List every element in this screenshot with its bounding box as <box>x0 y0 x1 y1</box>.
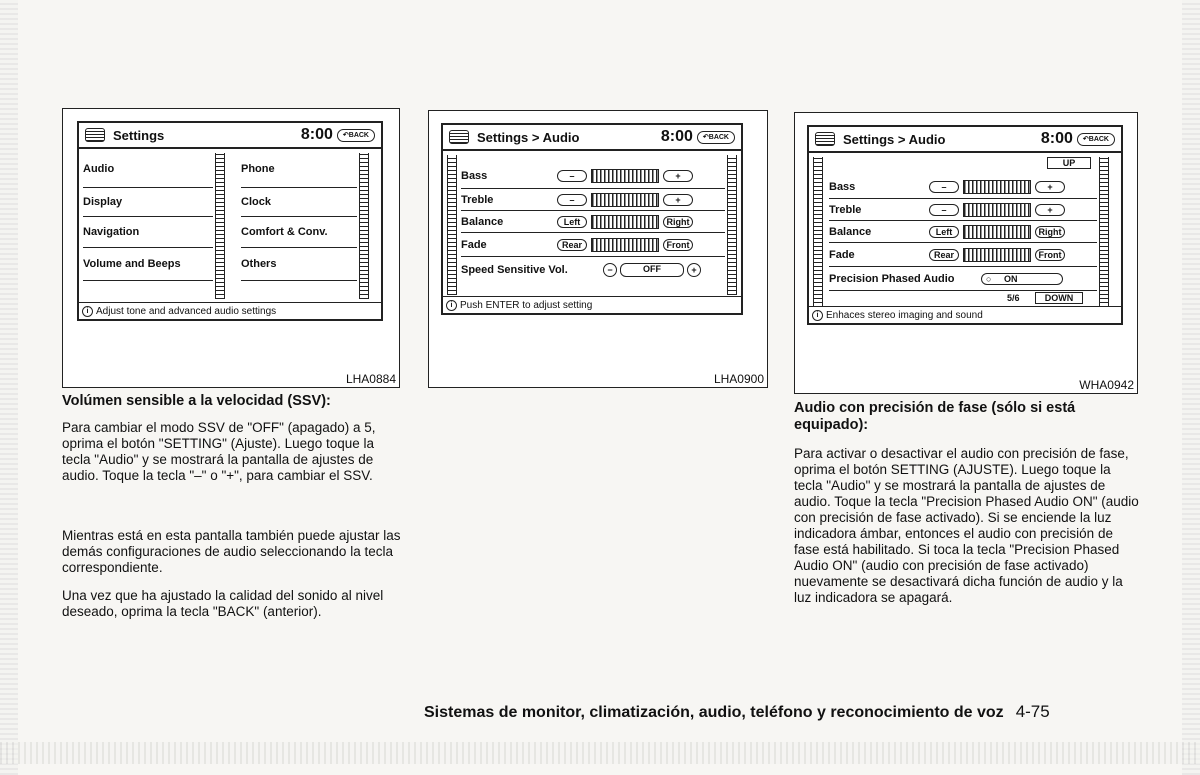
ssv-plus-button[interactable]: + <box>687 263 701 277</box>
back-label: BACK <box>1088 135 1109 143</box>
menu-item-navigation[interactable] <box>83 217 213 248</box>
ssv-paragraph-2: Mientras está en esta pantalla también puede ajustar las demás configuraciones de audio seleccionando la tecla correspondiente. <box>62 528 401 575</box>
row-label: Treble <box>461 193 494 206</box>
ppa-paragraph-1: Para activar o desactivar el audio con precisión de fase, oprima el botón SETTING (AJUSTE). Luego toque la tecla "Audio" y se mostrará la pantalla de ajustes de audio. Toque la tecla "Precision Phased Audio ON" (audio con precisión de fase activado). Si se enciende la luz indicadora ámbar, entonces el audio con precisión de fase está habilitado. Si toca la tecla "Precision Phased Audio ON" (audio con precisión de fase activado) nuevamente se desactivará dicha función de audio y la luz indicadora se apagará. <box>794 446 1139 605</box>
audio-row-ssv[interactable] <box>461 257 725 283</box>
balance-left-button[interactable]: Left <box>557 216 587 228</box>
back-label: BACK <box>708 133 729 141</box>
fade-rear-button[interactable]: Rear <box>557 239 587 251</box>
row-label: Balance <box>461 215 504 228</box>
info-bar <box>443 296 741 313</box>
audio-row-balance[interactable] <box>461 211 725 233</box>
info-text: Enhaces stereo imaging and sound <box>826 309 983 321</box>
right-scrollbar[interactable] <box>359 153 369 299</box>
menu-label: Phone <box>241 163 275 175</box>
fade-level-bar <box>591 238 659 252</box>
audio-row-treble[interactable] <box>829 199 1097 221</box>
back-button[interactable]: ↶BACK <box>337 129 375 142</box>
menu-item-audio[interactable] <box>83 151 213 188</box>
bass-minus-button[interactable]: – <box>557 170 587 182</box>
audio-screen <box>807 125 1123 325</box>
clock: 8:00 <box>660 128 693 145</box>
treble-level-bar <box>591 193 659 207</box>
balance-level-bar <box>591 215 659 229</box>
screen-title: Settings <box>113 127 165 143</box>
info-icon: i <box>446 300 457 311</box>
row-label: Bass <box>829 180 856 193</box>
clock: 8:00 <box>1040 130 1073 147</box>
audio-row-bass[interactable] <box>461 163 725 189</box>
settings-icon <box>449 130 469 144</box>
treble-minus-button[interactable]: – <box>557 194 587 206</box>
figure-audio-ppa <box>794 112 1138 394</box>
balance-level-bar <box>963 225 1031 239</box>
row-label: Fade <box>461 238 487 251</box>
settings-icon <box>815 132 835 146</box>
menu-item-volume-beeps[interactable] <box>83 248 213 281</box>
treble-plus-button[interactable]: + <box>1035 204 1065 216</box>
page-edge-left <box>0 0 18 775</box>
audio-row-fade[interactable] <box>461 233 725 257</box>
ssv-value-display: OFF <box>620 263 684 277</box>
bass-level-bar <box>963 180 1031 194</box>
title-bar <box>443 125 741 151</box>
footer-section-title: Sistemas de monitor, climatización, audio, teléfono y reconocimiento de voz <box>424 704 1004 721</box>
ssv-paragraph-1: Para cambiar el modo SSV de "OFF" (apagado) a 5, oprima el botón "SETTING" (Ajuste). Luego toque la tecla "Audio" y se mostrará la pantalla de ajustes de audio. Toque la tecla "–" o "+", para cambiar el SSV. <box>62 420 376 483</box>
screen-title: Settings > Audio <box>477 129 580 145</box>
down-button[interactable]: DOWN <box>1035 292 1083 304</box>
figure-code: LHA0900 <box>713 372 764 386</box>
menu-label: Audio <box>83 163 115 175</box>
settings-icon <box>85 128 105 142</box>
back-button[interactable]: ↶BACK <box>1077 133 1115 146</box>
menu-label: Comfort & Conv. <box>241 226 328 238</box>
audio-row-ppa[interactable] <box>829 267 1097 291</box>
figure-code: LHA0884 <box>345 372 396 386</box>
audio-row-treble[interactable] <box>461 189 725 211</box>
figure-audio-ssv <box>428 110 768 388</box>
screen-title: Settings > Audio <box>843 131 946 147</box>
bass-plus-button[interactable]: + <box>663 170 693 182</box>
ssv-minus-button[interactable]: − <box>603 263 617 277</box>
row-label: Precision Phased Audio <box>829 272 955 285</box>
audio-row-fade[interactable] <box>829 243 1097 267</box>
indicator-light-icon: ○ <box>986 273 992 284</box>
fade-front-button[interactable]: Front <box>1035 249 1065 261</box>
balance-left-button[interactable]: Left <box>929 226 959 238</box>
right-scrollbar[interactable] <box>1099 157 1109 307</box>
info-bar <box>809 306 1121 323</box>
menu-label: Others <box>241 258 277 270</box>
menu-item-clock[interactable] <box>241 188 357 217</box>
ssv-paragraph-3: Una vez que ha ajustado la calidad del sonido al nivel deseado, oprima la tecla "BACK" (anterior). <box>62 588 384 619</box>
menu-item-phone[interactable] <box>241 151 357 188</box>
back-label: BACK <box>348 131 369 139</box>
balance-right-button[interactable]: Right <box>1035 226 1065 238</box>
bass-minus-button[interactable]: – <box>929 181 959 193</box>
balance-right-button[interactable]: Right <box>663 216 693 228</box>
ppa-toggle[interactable] <box>981 273 1063 285</box>
page-number: 4-75 <box>1015 702 1050 721</box>
info-icon: i <box>82 306 93 317</box>
menu-label: Display <box>83 196 123 208</box>
fade-rear-button[interactable]: Rear <box>929 249 959 261</box>
info-bar <box>79 302 381 319</box>
bass-plus-button[interactable]: + <box>1035 181 1065 193</box>
audio-row-balance[interactable] <box>829 221 1097 243</box>
menu-item-comfort[interactable] <box>241 217 357 248</box>
info-text: Push ENTER to adjust setting <box>460 299 593 311</box>
left-scrollbar[interactable] <box>447 155 457 295</box>
audio-row-bass[interactable] <box>829 175 1097 199</box>
row-label: Fade <box>829 248 855 261</box>
figure-settings <box>62 108 400 388</box>
info-icon: i <box>812 310 823 321</box>
row-label: Balance <box>829 225 872 238</box>
back-button[interactable]: ↶BACK <box>697 131 735 144</box>
row-label: Bass <box>461 169 488 182</box>
fade-level-bar <box>963 248 1031 262</box>
ssv-heading: Volúmen sensible a la velocidad (SSV): <box>62 393 331 409</box>
row-label: Treble <box>829 203 862 216</box>
clock: 8:00 <box>300 126 333 143</box>
page-indicator: 5/6 <box>1007 293 1020 303</box>
menu-item-others[interactable] <box>241 248 357 281</box>
page-footer <box>424 702 1050 722</box>
up-button[interactable]: UP <box>1047 157 1091 169</box>
menu-label: Volume and Beeps <box>83 258 181 270</box>
menu-label: Navigation <box>83 226 140 238</box>
menu-label: Clock <box>241 196 271 208</box>
right-scrollbar[interactable] <box>727 155 737 295</box>
title-bar <box>79 123 381 149</box>
row-label: Speed Sensitive Vol. <box>461 264 568 276</box>
figure-code: WHA0942 <box>1079 378 1134 392</box>
title-bar <box>809 127 1121 153</box>
audio-screen <box>441 123 743 315</box>
left-scrollbar[interactable] <box>813 157 823 307</box>
ppa-value: ON <box>1003 273 1018 284</box>
bass-level-bar <box>591 169 659 183</box>
ppa-heading: Audio con precisión de fase (sólo si está equipado): <box>794 400 1076 433</box>
page-edge-bottom <box>0 742 1200 764</box>
treble-level-bar <box>963 203 1031 217</box>
fade-front-button[interactable]: Front <box>663 239 693 251</box>
page-edge-right <box>1182 0 1200 775</box>
left-scrollbar[interactable] <box>215 153 225 299</box>
treble-minus-button[interactable]: – <box>929 204 959 216</box>
treble-plus-button[interactable]: + <box>663 194 693 206</box>
menu-item-display[interactable] <box>83 188 213 217</box>
info-text: Adjust tone and advanced audio settings <box>96 305 277 317</box>
settings-screen <box>77 121 383 321</box>
